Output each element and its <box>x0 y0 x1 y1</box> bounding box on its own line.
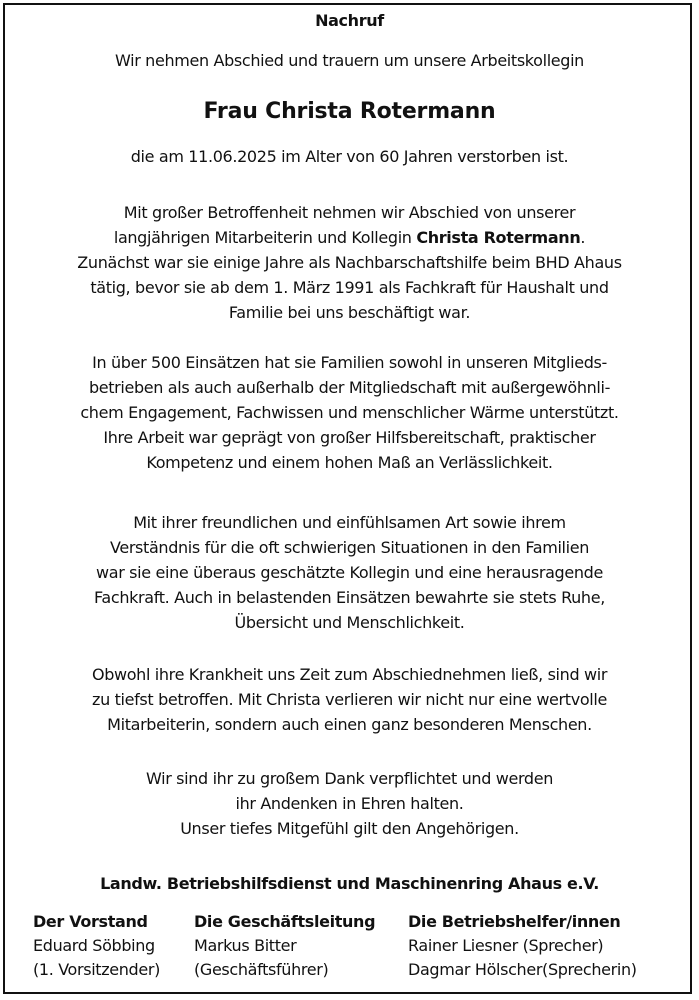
signature-name: Eduard Söbbing <box>33 936 155 955</box>
signature-board <box>33 910 160 982</box>
signature-name: Dagmar Hölscher(Sprecherin) <box>408 960 637 979</box>
signature-role: (Geschäftsführer) <box>194 960 329 979</box>
signature-management <box>194 910 375 982</box>
paragraph-line: Mitarbeiterin, sondern auch einen ganz besonderen Menschen. <box>107 715 592 734</box>
paragraph-line: Ihre Arbeit war geprägt von großer Hilfsbereitschaft, praktischer <box>103 428 596 447</box>
paragraph-line: Übersicht und Menschlichkeit. <box>234 613 465 632</box>
signature-role: (1. Vorsitzender) <box>33 960 160 979</box>
paragraph-line: Wir sind ihr zu großem Dank verpflichtet und werden <box>145 769 554 788</box>
signature-title: Der Vorstand <box>33 912 148 931</box>
paragraph-line: Kompetenz und einem hohen Maß an Verlässlichkeit. <box>146 453 553 472</box>
colleague-name: Christa Rotermann <box>416 228 581 247</box>
paragraph-line: Mit großer Betroffenheit nehmen wir Abschied von unserer <box>123 203 576 222</box>
signature-helpers <box>408 910 637 982</box>
paragraph-line: Zunächst war sie einige Jahre als Nachbarschaftshilfe beim BHD Ahaus <box>77 253 622 272</box>
paragraph-line: war sie eine überaus geschätzte Kollegin und eine herausragende <box>96 563 603 582</box>
line-text: langjährigen Mitarbeiterin und Kollegin <box>113 228 417 247</box>
organization-name: Landw. Betriebshilfsdienst und Maschinenring Ahaus e.V. <box>100 874 599 893</box>
intro-line: Wir nehmen Abschied und trauern um unsere Arbeitskollegin <box>115 51 584 70</box>
signature-name: Rainer Liesner (Sprecher) <box>408 936 604 955</box>
paragraph-line: Familie bei uns beschäftigt war. <box>228 303 471 322</box>
paragraph-farewell <box>0 662 699 737</box>
paragraph-line: betrieben als auch außerhalb der Mitgliedschaft mit außergewöhnli- <box>88 378 611 397</box>
paragraph-line: Mit ihrer freundlichen und einfühlsamen Art sowie ihrem <box>133 513 566 532</box>
line-text: . <box>580 228 586 247</box>
signature-name: Markus Bitter <box>194 936 297 955</box>
signature-title: Die Betriebshelfer/innen <box>408 912 621 931</box>
death-line: die am 11.06.2025 im Alter von 60 Jahren verstorben ist. <box>130 147 569 166</box>
paragraph-line <box>0 225 699 250</box>
paragraph-character <box>0 510 699 635</box>
paragraph-line: tätig, bevor sie ab dem 1. März 1991 als Fachkraft für Haushalt und <box>90 278 609 297</box>
signature-title: Die Geschäftsleitung <box>194 912 376 931</box>
paragraph-line: In über 500 Einsätzen hat sie Familien sowohl in unseren Mitglieds- <box>92 353 607 372</box>
paragraph-line: zu tiefst betroffen. Mit Christa verlieren wir nicht nur eine wertvolle <box>92 690 607 709</box>
paragraph-line: Obwohl ihre Krankheit uns Zeit zum Abschiednehmen ließ, sind wir <box>91 665 608 684</box>
notice-heading: Nachruf <box>315 11 384 30</box>
paragraph-work <box>0 350 699 475</box>
deceased-name: Frau Christa Rotermann <box>203 99 496 124</box>
paragraph-line: Unser tiefes Mitgefühl gilt den Angehörigen. <box>180 819 519 838</box>
paragraph-line: Fachkraft. Auch in belastenden Einsätzen bewahrte sie stets Ruhe, <box>94 588 605 607</box>
paragraph-tribute <box>0 200 699 325</box>
paragraph-line: Verständnis für die oft schwierigen Situationen in den Familien <box>109 538 590 557</box>
paragraph-gratitude <box>0 766 699 841</box>
paragraph-line: ihr Andenken in Ehren halten. <box>235 794 464 813</box>
paragraph-line: chem Engagement, Fachwissen und menschlicher Wärme unterstützt. <box>80 403 619 422</box>
